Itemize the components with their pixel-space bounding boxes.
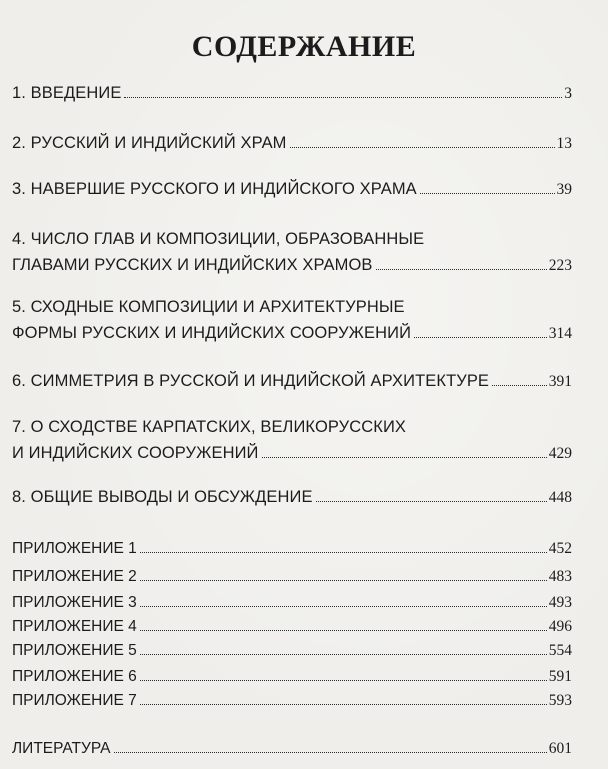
toc-entry-title: ПРИЛОЖЕНИЕ 7 <box>12 692 137 709</box>
toc-entry[interactable] <box>12 688 572 714</box>
dot-leader <box>316 501 547 502</box>
toc-entry-title: ПРИЛОЖЕНИЕ 3 <box>12 594 137 611</box>
toc-entry-title: ПРИЛОЖЕНИЕ 2 <box>12 568 137 585</box>
toc-entry[interactable] <box>12 590 572 616</box>
toc-page-number: 591 <box>548 668 572 685</box>
toc-entry[interactable] <box>12 80 572 107</box>
dot-leader <box>140 552 547 553</box>
toc-entry[interactable] <box>12 176 572 203</box>
toc-page-number: 493 <box>548 594 572 611</box>
toc-entry-line <box>12 320 572 347</box>
toc-entry[interactable] <box>12 736 572 762</box>
toc-page-number: 483 <box>548 568 572 585</box>
toc-page-number: 3 <box>564 85 572 102</box>
toc-entry[interactable] <box>12 614 572 640</box>
toc-entry-line <box>12 252 572 279</box>
toc-entry-title: ЛИТЕРАТУРА <box>12 740 111 757</box>
toc-entry[interactable] <box>12 484 572 511</box>
toc-entry[interactable] <box>12 368 572 395</box>
toc-entry-title: ФОРМЫ РУССКИХ И ИНДИЙСКИХ СООРУЖЕНИЙ <box>12 324 412 342</box>
toc-page-number: 429 <box>548 445 572 462</box>
toc-entry[interactable] <box>12 536 572 562</box>
dot-leader <box>140 654 547 655</box>
dot-leader <box>420 193 555 194</box>
toc-entry-title: ГЛАВАМИ РУССКИХ И ИНДИЙСКИХ ХРАМОВ <box>12 256 373 274</box>
toc-page-number: 554 <box>548 642 572 659</box>
toc-page-number: 223 <box>548 257 572 274</box>
toc-entry-line <box>12 590 572 616</box>
toc-entry-title: 4. ЧИСЛО ГЛАВ И КОМПОЗИЦИИ, ОБРАЗОВАННЫЕ <box>12 230 425 248</box>
toc-entry[interactable] <box>12 294 572 347</box>
toc-page-number: 13 <box>556 135 572 152</box>
toc-entry[interactable] <box>12 664 572 690</box>
toc-entry[interactable] <box>12 638 572 664</box>
toc-entry-line <box>12 440 572 467</box>
toc-entry[interactable] <box>12 226 572 279</box>
toc-entry-title: И ИНДИЙСКИХ СООРУЖЕНИЙ <box>12 444 259 462</box>
toc-entry-line <box>12 414 572 440</box>
toc-page-number: 452 <box>548 540 572 557</box>
toc-page-number: 391 <box>548 373 572 390</box>
toc-entry-title: ПРИЛОЖЕНИЕ 5 <box>12 642 137 659</box>
toc-entry-title: 6. СИММЕТРИЯ В РУССКОЙ И ИНДИЙСКОЙ АРХИТЕКТУРЕ <box>12 372 490 390</box>
toc-entry-line <box>12 688 572 714</box>
toc-entry-title: ПРИЛОЖЕНИЕ 1 <box>12 540 137 557</box>
toc-entry-line <box>12 564 572 590</box>
toc-page-number: 496 <box>548 618 572 635</box>
dot-leader <box>114 752 547 753</box>
toc-entry[interactable] <box>12 414 572 467</box>
toc-entry-title: 2. РУССКИЙ И ИНДИЙСКИЙ ХРАМ <box>12 134 287 152</box>
dot-leader <box>262 457 547 458</box>
toc-entry-title: 1. ВВЕДЕНИЕ <box>12 84 122 102</box>
toc-entry-line <box>12 484 572 511</box>
dot-leader <box>140 680 547 681</box>
toc-entry[interactable] <box>12 130 572 157</box>
dot-leader <box>140 580 547 581</box>
toc-entry-line <box>12 638 572 664</box>
toc-page-number: 314 <box>548 325 572 342</box>
dot-leader <box>290 147 555 148</box>
dot-leader <box>140 704 547 705</box>
toc-entry-title: ПРИЛОЖЕНИЕ 6 <box>12 668 137 685</box>
dot-leader <box>124 97 562 98</box>
toc-entry-line <box>12 130 572 157</box>
toc-entry-title: 8. ОБЩИЕ ВЫВОДЫ И ОБСУЖДЕНИЕ <box>12 488 313 506</box>
toc-entry-title: 5. СХОДНЫЕ КОМПОЗИЦИИ И АРХИТЕКТУРНЫЕ <box>12 298 405 316</box>
toc-entry-line <box>12 226 572 252</box>
toc-entry-line <box>12 80 572 107</box>
toc-page-number: 39 <box>556 181 572 198</box>
dot-leader <box>140 630 547 631</box>
toc-entry-title: 3. НАВЕРШИЕ РУССКОГО И ИНДИЙСКОГО ХРАМА <box>12 180 417 198</box>
toc-page-number: 601 <box>548 740 572 757</box>
dot-leader <box>376 269 547 270</box>
toc-entry-line <box>12 614 572 640</box>
toc-entry-line <box>12 736 572 762</box>
toc-page-number: 593 <box>548 692 572 709</box>
toc-entry-line <box>12 664 572 690</box>
toc-page-number: 448 <box>548 489 572 506</box>
toc-entry-line <box>12 536 572 562</box>
page-title: СОДЕРЖАНИЕ <box>191 30 417 63</box>
toc-entry-line <box>12 176 572 203</box>
toc-entry[interactable] <box>12 564 572 590</box>
toc-entry-line <box>12 368 572 395</box>
toc-entry-title: 7. О СХОДСТВЕ КАРПАТСКИХ, ВЕЛИКОРУССКИХ <box>12 418 407 436</box>
toc-entry-line <box>12 294 572 320</box>
toc-entry-title: ПРИЛОЖЕНИЕ 4 <box>12 618 137 635</box>
dot-leader <box>140 606 547 607</box>
dot-leader <box>414 337 547 338</box>
dot-leader <box>492 385 547 386</box>
